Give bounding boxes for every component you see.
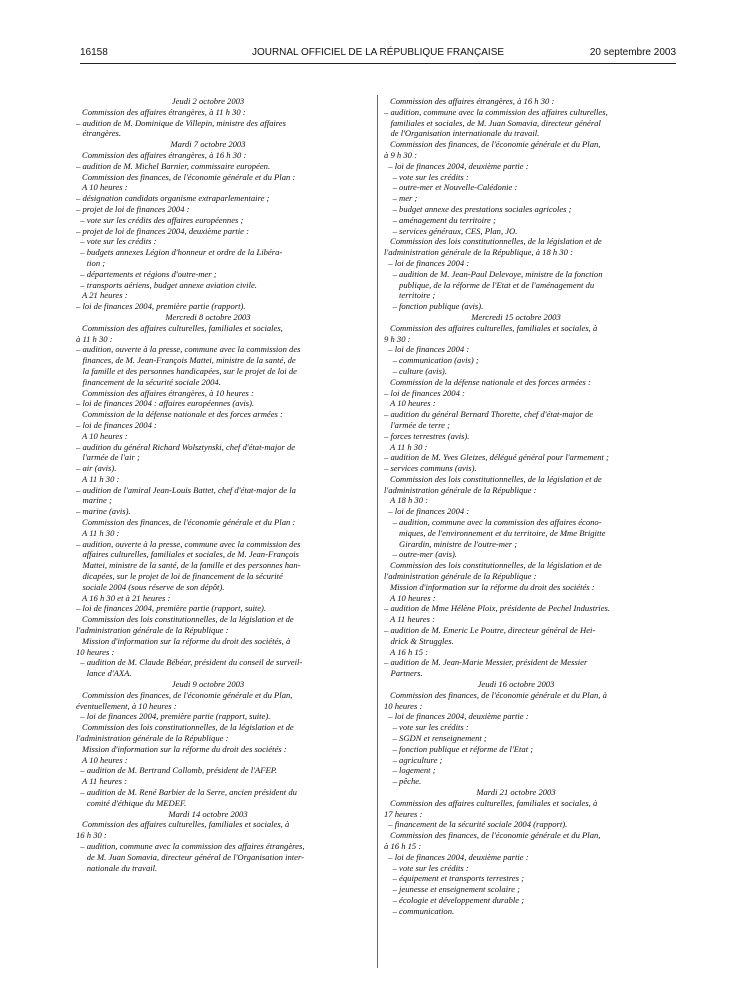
text-line: – audition, commune avec la commission des affaires étrangères, — [76, 840, 305, 851]
text-line: 17 heures : — [384, 808, 423, 819]
text-line: Commission des finances, de l'économie générale et du Plan, — [390, 139, 601, 150]
text-line: – projet de loi de finances 2004 : — [76, 203, 190, 214]
text-line: A 11 h 30 : — [82, 527, 120, 538]
text-line: – communication. — [384, 905, 455, 916]
text-line: – audition de M. Jean-Marie Messier, président de Messier — [384, 657, 588, 668]
text-line: de M. Juan Somavia, directeur général de l'Organisation inter- — [76, 851, 305, 862]
text-line: – audition du général Richard Wolsztynski, chef d'état-major de — [76, 441, 296, 452]
text-line: sociale 2004 (sous réserve de son dépôt). — [76, 581, 225, 592]
text-line: Commission des affaires étrangères, à 16 h 30 : — [390, 96, 555, 106]
text-line: – budgets annexes Légion d'honneur et ordre de la Libéra- — [76, 247, 283, 258]
text-line: – loi de finances 2004 : — [384, 506, 470, 517]
text-line: la famille et des personnes handicapées, sur le projet de loi de — [76, 365, 297, 376]
text-line: Commission des affaires étrangères, à 10 heures : — [82, 387, 254, 398]
text-line: A 10 heures : — [390, 592, 436, 603]
text-line: – projet de loi de finances 2004, deuxième partie : — [76, 225, 249, 236]
text-line: – aménagement du territoire ; — [384, 214, 496, 225]
text-line: Commission des finances, de l'économie générale et du Plan, — [82, 689, 293, 700]
page-number: 16158 — [80, 47, 108, 58]
text-line: Commission des affaires culturelles, familiales et sociales, à — [390, 797, 598, 808]
text-line: – services communs (avis). — [384, 463, 477, 474]
date-heading: Mercredi 8 octobre 2003 — [165, 311, 251, 322]
text-line: Mattei, ministre de la santé, de la famille et des personnes han- — [76, 560, 301, 571]
text-line: publique, de la réforme de l'Etat et de l'aménagement du — [384, 279, 595, 290]
text-line: – marine (avis). — [76, 506, 131, 517]
text-line: – loi de finances 2004 : — [384, 344, 470, 355]
text-line: marine ; — [76, 495, 112, 506]
text-line: – audition, commune avec la commission des affaires culturelles, — [384, 106, 608, 117]
text-line: comité d'éthique du MEDEF. — [76, 797, 187, 808]
text-line: – agriculture ; — [384, 754, 443, 765]
text-line: familiales et sociales, de M. Juan Somavia, directeur général — [384, 117, 601, 128]
text-line: 16 h 30 : — [76, 830, 107, 841]
text-line: 10 heures : — [384, 700, 423, 711]
text-line: nationale du travail. — [76, 862, 158, 873]
text-line: l'administration générale de la République, à 18 h 30 : — [384, 247, 573, 258]
text-line: – jeunesse et enseignement scolaire ; — [384, 884, 520, 895]
text-line: l'administration générale de la République : — [384, 484, 537, 495]
text-line: – loi de finances 2004, deuxième partie : — [384, 711, 529, 722]
page-header — [80, 47, 676, 61]
text-line: Partners. — [384, 668, 423, 679]
text-line: Commission des affaires étrangères, à 16 h 30 : — [82, 149, 247, 160]
text-line: – vote sur les crédits : — [384, 862, 469, 873]
text-line: – outre-mer et Nouvelle-Calédonie : — [384, 182, 518, 193]
text-line: – audition de M. Dominique de Villepin, ministre des affaires — [76, 117, 286, 128]
text-line: A 10 heures : — [390, 398, 436, 409]
issue-date: 20 septembre 2003 — [589, 47, 676, 58]
text-line: Mission d'information sur la réforme du droit des sociétés : — [390, 581, 595, 592]
text-line: – audition de M. Bertrand Collomb, président de l'AFEP. — [76, 765, 277, 776]
text-line: – audition, commune avec la commission des affaires écono- — [384, 517, 602, 528]
text-line: A 11 heures : — [390, 614, 435, 625]
text-line: A 10 heures : — [82, 754, 128, 765]
text-line: – écologie et développement durable ; — [384, 894, 525, 905]
text-line: – désignation candidats organisme extraparlementaire ; — [76, 193, 270, 204]
text-line: à 16 h 15 : — [384, 840, 422, 851]
text-line: – outre-mer (avis). — [384, 549, 457, 560]
text-line: – SGDN et renseignement ; — [384, 733, 487, 744]
text-line: – financement de la sécurité sociale 2004 (rapport). — [384, 819, 568, 830]
text-line: Commission de la défense nationale et des forces armées : — [390, 376, 591, 387]
text-line: – transports aériens, budget annexe aviation civile. — [76, 279, 257, 290]
text-line: A 10 heures : — [82, 182, 128, 193]
text-line: à 9 h 30 : — [384, 149, 417, 160]
text-line: – loi de finances 2004 : — [384, 387, 465, 398]
text-line: – vote sur les crédits des affaires européennes ; — [76, 214, 244, 225]
date-heading: Mercredi 15 octobre 2003 — [471, 311, 561, 322]
text-line: Commission des affaires culturelles, familiales et sociales, à — [390, 322, 598, 333]
text-line: – audition de M. Claude Bébéar, président du conseil de surveil- — [76, 657, 303, 668]
text-line: Commission des finances, de l'économie générale et du Plan : — [82, 517, 296, 528]
text-line: Commission des finances, de l'économie générale et du Plan, à — [390, 689, 607, 700]
text-line: – loi de finances 2004 : — [384, 257, 470, 268]
text-line: – vote sur les crédits : — [384, 171, 469, 182]
text-line: – services généraux, CES, Plan, JO. — [384, 225, 518, 236]
text-line: – fonction publique et réforme de l'Etat ; — [384, 743, 534, 754]
text-line: l'administration générale de la République : — [76, 625, 229, 636]
text-line: de l'Organisation internationale du travail. — [384, 128, 540, 139]
text-line: Girardin, ministre de l'outre-mer ; — [384, 538, 518, 549]
text-line: – loi de finances 2004, première partie (rapport, suite). — [76, 711, 271, 722]
text-line: – loi de finances 2004, deuxième partie : — [384, 160, 529, 171]
text-line: lance d'AXA. — [76, 668, 132, 679]
text-line: Commission des affaires étrangères, à 11 h 30 : — [82, 106, 246, 117]
text-line: étrangères. — [76, 128, 122, 139]
text-line: dicapées, sur le projet de loi de financement de la sécurité — [76, 571, 283, 582]
text-line: Commission des lois constitutionnelles, de la législation et de — [390, 473, 602, 484]
text-line: A 11 heures : — [82, 776, 127, 787]
text-line: – départements et régions d'outre-mer ; — [76, 268, 217, 279]
date-heading: Jeudi 2 octobre 2003 — [171, 96, 245, 106]
journal-title: JOURNAL OFFICIEL DE LA RÉPUBLIQUE FRANÇAISE — [251, 47, 505, 58]
text-line: Commission des finances, de l'économie générale et du Plan, — [390, 830, 601, 841]
text-line: affaires culturelles, familiales et sociales, de M. Jean-François — [76, 549, 299, 560]
text-line: – audition de M. Yves Gleizes, délégué général pour l'armement ; — [384, 452, 609, 463]
text-line: éventuellement, à 10 heures : — [76, 700, 177, 711]
text-line: Mission d'information sur la réforme du droit des sociétés, à — [82, 635, 291, 646]
column-divider — [377, 95, 378, 968]
text-line: A 11 h 30 : — [82, 473, 120, 484]
text-line: à 11 h 30 : — [76, 333, 113, 344]
text-line: l'administration générale de la République : — [384, 571, 537, 582]
text-line: – loi de finances 2004 : affaires européennes (avis). — [76, 398, 255, 409]
text-line: A 11 h 30 : — [390, 441, 428, 452]
text-line: tion ; — [76, 257, 106, 268]
text-line: A 16 h 30 et à 21 heures : — [82, 592, 171, 603]
text-line: Mission d'information sur la réforme du droit des sociétés : — [82, 743, 287, 754]
text-line: A 16 h 15 : — [390, 646, 429, 657]
text-line: – mer ; — [384, 193, 418, 204]
text-line: – audition de Mme Hélène Ploix, présidente de Pechel Industries. — [384, 603, 610, 614]
text-line: 10 heures : — [76, 646, 115, 657]
text-line: Commission de la défense nationale et des forces armées : — [82, 409, 283, 420]
text-line: l'armée de terre ; — [384, 419, 450, 430]
text-line: – air (avis). — [76, 463, 117, 474]
text-line: finances, de M. Jean-François Mattei, ministre de la santé, de — [76, 355, 296, 366]
text-line: – audition de M. René Barbier de la Serre, ancien président du — [76, 787, 297, 797]
text-line: Commission des lois constitutionnelles, de la législation et de — [82, 614, 294, 625]
text-line: miques, de l'environnement et du territoire, de Mme Brigitte — [384, 527, 606, 538]
text-line: A 10 heures : — [82, 430, 128, 441]
text-line: – loi de finances 2004, deuxième partie : — [384, 851, 529, 862]
text-line: – audition du général Bernard Thorette, chef d'état-major de — [384, 409, 594, 420]
text-line: drick & Struggles. — [384, 635, 454, 646]
text-line: – audition de M. Michel Barnier, commissaire européen. — [76, 160, 271, 171]
text-line: l'armée de l'air ; — [76, 452, 140, 463]
text-line: 9 h 30 : — [384, 333, 411, 344]
text-line: financement de la sécurité sociale 2004. — [76, 376, 221, 387]
text-line: Commission des lois constitutionnelles, de la législation et de — [390, 236, 602, 247]
text-line: – budget annexe des prestations sociales agricoles ; — [384, 203, 572, 214]
text-line: – vote sur les crédits : — [76, 236, 157, 247]
text-line: Commission des lois constitutionnelles, de la législation et de — [82, 722, 294, 733]
text-line: – équipement et transports terrestres ; — [384, 873, 524, 884]
text-line: l'administration générale de la République : — [76, 733, 229, 744]
text-line: territoire ; — [384, 290, 436, 301]
left-column — [76, 96, 340, 873]
text-line: – audition, ouverte à la presse, commune avec la commission des — [76, 538, 301, 549]
text-line: – communication (avis) ; — [384, 355, 479, 366]
text-line: – audition de l'amiral Jean-Louis Battet, chef d'état-major de la — [76, 484, 296, 495]
text-line: – audition de M. Jean-Paul Delevoye, ministre de la fonction — [384, 268, 603, 279]
text-line: – loi de finances 2004 : — [76, 419, 157, 430]
text-line: – audition de M. Emeric Le Poutre, directeur général de Hei- — [384, 625, 596, 636]
text-line: – fonction publique (avis). — [384, 301, 484, 312]
text-line: Commission des finances, de l'économie générale et du Plan : — [82, 171, 296, 182]
header-rule — [80, 63, 676, 64]
text-line: A 21 heures : — [82, 290, 128, 301]
date-heading: Jeudi 16 octobre 2003 — [477, 679, 555, 690]
text-line: – culture (avis). — [384, 365, 447, 376]
date-heading: Mardi 7 octobre 2003 — [170, 139, 246, 150]
text-line: A 18 h 30 : — [390, 495, 429, 506]
right-column — [384, 96, 648, 917]
text-line: – forces terrestres (avis). — [384, 430, 470, 441]
date-heading: Mardi 21 octobre 2003 — [476, 787, 556, 797]
text-line: – audition, ouverte à la presse, commune avec la commission des — [76, 344, 301, 355]
text-line: – logement ; — [384, 765, 436, 776]
text-line: Commission des affaires culturelles, familiales et sociales, — [82, 322, 283, 333]
date-heading: Mardi 14 octobre 2003 — [168, 808, 248, 819]
date-heading: Jeudi 9 octobre 2003 — [171, 679, 245, 690]
text-line: – loi de finances 2004, première partie (rapport). — [76, 301, 246, 312]
text-line: – loi de finances 2004, première partie (rapport, suite). — [76, 603, 267, 614]
text-line: Commission des lois constitutionnelles, de la législation et de — [390, 560, 602, 571]
text-line: – pêche. — [384, 776, 422, 787]
text-line: – vote sur les crédits : — [384, 722, 469, 733]
text-line: Commission des affaires culturelles, familiales et sociales, à — [82, 819, 290, 830]
